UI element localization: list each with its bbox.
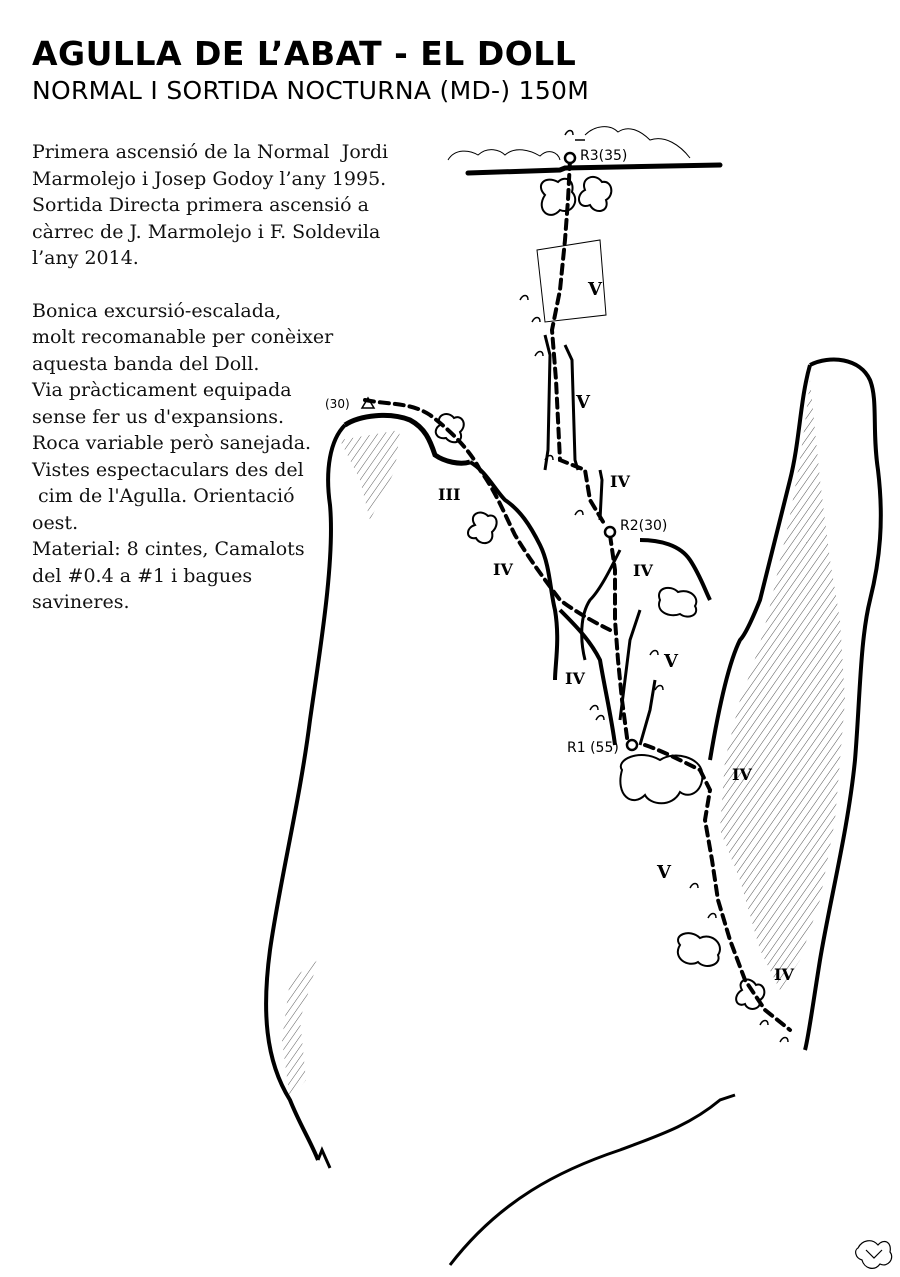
grade-label: IV — [610, 472, 630, 491]
belay-r2-label: R2(30) — [620, 518, 668, 534]
description-line: savineres. — [32, 591, 130, 613]
description-line: oest. — [32, 511, 79, 534]
description-line: Bonica excursió-escalada, — [32, 299, 282, 322]
grade-label: V — [664, 651, 678, 672]
grade-label: V — [588, 279, 602, 300]
bush — [659, 588, 696, 617]
bush — [579, 177, 611, 211]
description-line: Primera ascensió de la Normal Jordi — [32, 141, 389, 163]
bush — [468, 513, 497, 544]
bush — [620, 755, 702, 803]
description-line: cim de l'Agulla. Orientació — [32, 485, 295, 507]
belay-r3-icon — [565, 153, 575, 163]
route-line — [365, 160, 790, 1030]
belay-r2-icon — [605, 527, 615, 537]
description-line: sense fer us d'expansions. — [32, 405, 285, 428]
description-line: Via pràcticament equipada — [32, 379, 292, 401]
bolt-icon — [565, 131, 585, 141]
right-pinnacle — [710, 360, 881, 1050]
belay-r3-label: R3(35) — [580, 148, 628, 164]
description-line: Vistes espectaculars des del — [32, 458, 304, 481]
grade-label: IV — [493, 560, 513, 579]
grade-label: V — [576, 392, 590, 413]
left-pinnacle — [266, 415, 470, 1168]
belay-r1-label: R1 (55) — [567, 740, 619, 756]
description-line: del #0.4 a #1 i bagues — [32, 564, 253, 587]
grade-label: IV — [565, 669, 585, 688]
belay-r1-icon — [627, 740, 637, 750]
central-wall — [470, 335, 710, 745]
bush — [678, 933, 720, 966]
description-line: càrrec de J. Marmolejo i F. Soldevila — [32, 220, 381, 243]
grade-label: III — [438, 485, 461, 504]
page-subtitle: NORMAL I SORTIDA NOCTURNA (MD-) 150M — [32, 76, 590, 105]
description-line: Roca variable però sanejada. — [32, 432, 312, 454]
grade-label: IV — [774, 965, 794, 984]
description-line: Sortida Directa primera ascensió a — [32, 194, 369, 216]
page-title: AGULLA DE L’ABAT - EL DOLL — [32, 34, 577, 73]
grade-label: IV — [732, 765, 752, 784]
grade-label: IV — [633, 561, 653, 580]
description-line: molt recomanable per conèixer — [32, 326, 334, 348]
description-line: Material: 8 cintes, Camalots — [32, 538, 305, 560]
lower-crack — [450, 1095, 735, 1265]
description-line: l’any 2014. — [32, 247, 139, 269]
grade-label: V — [657, 862, 671, 883]
description-line: Marmolejo i Josep Godoy l’any 1995. — [32, 167, 387, 190]
bush — [436, 414, 464, 442]
summit-belay-label: (30) — [325, 397, 350, 411]
author-signature-icon — [856, 1241, 892, 1269]
description-line: aquesta banda del Doll. — [32, 352, 260, 375]
